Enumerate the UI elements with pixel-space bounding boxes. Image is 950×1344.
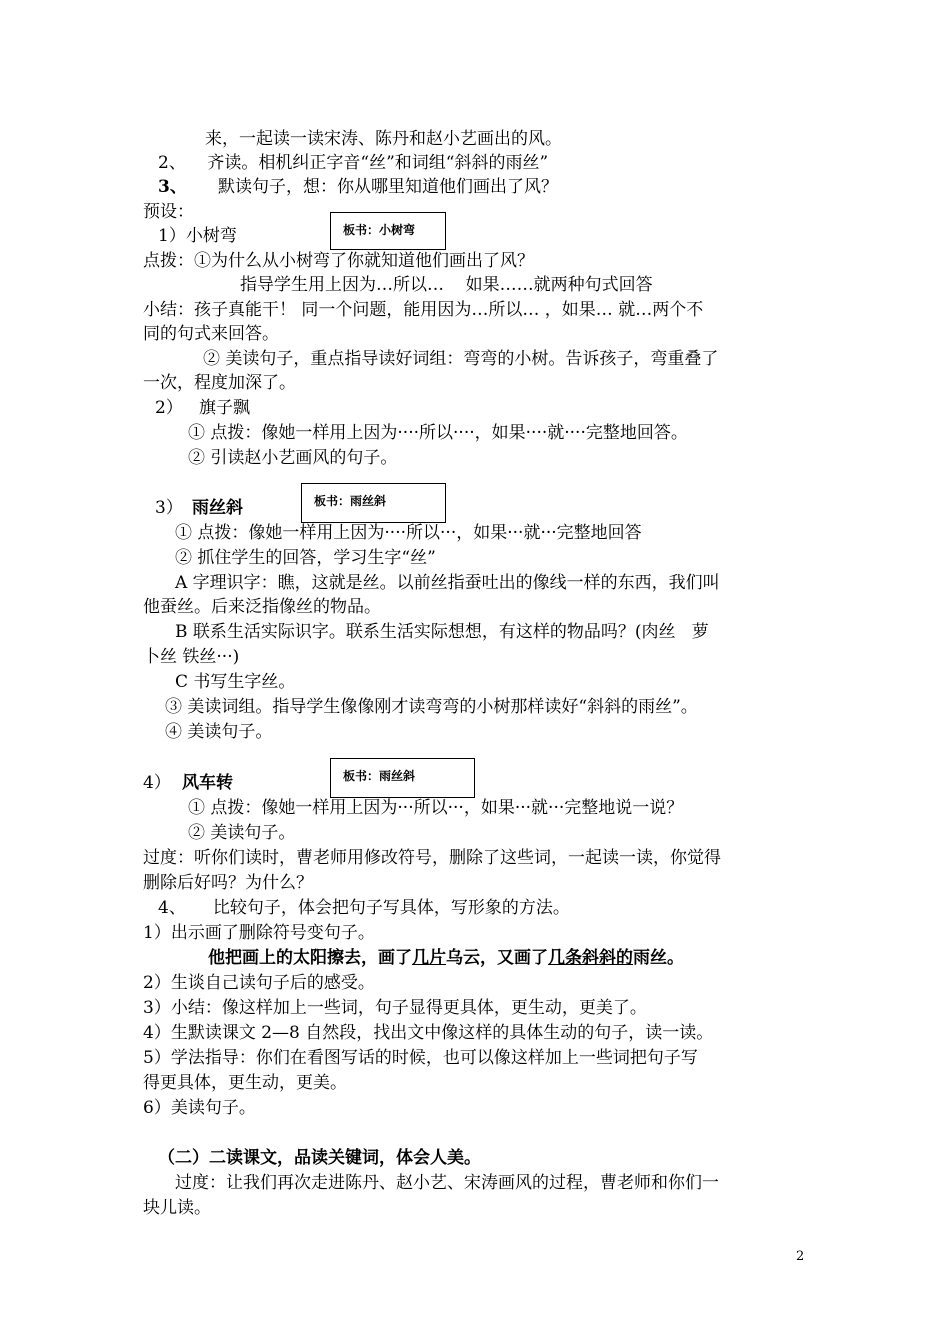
text-line: 过度：听你们读时，曹老师用修改符号，删除了这些词，一起读一读，你觉得 [143,848,721,868]
text-line: ① 点拨：像她一样用上因为···所以···，如果···就···完整地说一说？ [188,798,684,818]
text-line: 6）美读句子。 [143,1098,256,1118]
text-line: 预设： [143,202,194,222]
text-line: 4） [143,773,171,793]
blackboard-note-box [301,483,446,523]
text-line: 点拨：①为什么从小树弯了你就知道他们画出了风？ [143,251,534,271]
text-line: 2）生谈自己读句子后的感受。 [143,973,375,993]
text-line: 风车转 [182,773,233,793]
sentence-part: 雨丝。 [633,948,684,968]
text-line: 他蚕丝。后来泛指像丝的物品。 [143,597,381,617]
sentence-underlined-part: 几片 [412,948,446,968]
text-line: 3、 [158,177,187,197]
text-line: 块儿读。 [143,1198,211,1218]
section-heading: （二）二读课文，品读关键词，体会人美。 [158,1148,481,1168]
blackboard-note-box [330,212,446,250]
text-line: ① 点拨：像她一样用上因为····所以···，如果···就···完整地回答 [175,523,642,543]
example-sentence [208,947,684,969]
blackboard-note-box [330,758,475,798]
text-line: 卜丝 铁丝···) [143,647,240,667]
text-line: 3）小结：像这样加上一些词，句子显得更具体，更生动，更美了。 [143,998,647,1018]
blackboard-note-label: 板书：小树弯 [343,223,416,237]
text-line: 同的句式来回答。 [143,324,279,344]
text-line: ② 抓住学生的回答，学习生字“丝” [175,548,436,568]
text-line: 1）小树弯 [158,226,237,246]
text-line: 来，一起读一读宋涛、陈丹和赵小艺画出的风。 [205,129,562,149]
text-line: 1）出示画了删除符号变句子。 [143,923,375,943]
text-line: 2） 旗子飘 [155,398,251,418]
text-line: 2、 齐读。相机纠正字音“丝”和词组“斜斜的雨丝” [158,153,549,173]
text-line: 过度：让我们再次走进陈丹、赵小艺、宋涛画风的过程，曹老师和你们一 [175,1173,719,1193]
text-line: 删除后好吗？为什么？ [143,873,313,893]
blackboard-note-label: 板书：雨丝斜 [314,494,387,508]
text-line: 5）学法指导：你们在看图写话的时候，也可以像这样加上一些词把句子写 [143,1048,698,1068]
page-number: 2 [796,1249,805,1264]
text-line: B 联系生活实际识字。联系生活实际想想，有这样的物品吗？(肉丝 萝 [175,622,709,642]
text-line: 4、 比较句子，体会把句子写具体，写形象的方法。 [158,898,570,918]
sentence-part: 他把画上的太阳擦去，画了 [208,948,412,968]
text-line: 小结：孩子真能干！ 同一个问题，能用因为…所以… ，如果… 就…两个不 [143,300,704,320]
text-line: ③ 美读词组。指导学生像像刚才读弯弯的小树那样读好“斜斜的雨丝”。 [165,697,698,717]
text-line: 4）生默读课文 2—8 自然段，找出文中像这样的具体生动的句子，读一读。 [143,1023,714,1043]
text-line: ② 引读赵小艺画风的句子。 [188,448,398,468]
text-line: 默读句子，想：你从哪里知道他们画出了风？ [218,177,558,197]
text-line: 指导学生用上因为…所以… 如果……就两种句式回答 [240,275,653,295]
text-line: ④ 美读句子。 [165,722,273,742]
text-line: ② 美读句子，重点指导读好词组：弯弯的小树。告诉孩子，弯重叠了 [203,349,719,369]
text-line: ② 美读句子。 [188,823,296,843]
text-line: 雨丝斜 [192,498,243,518]
text-line: 3） [155,498,183,518]
sentence-underlined-part: 几条斜斜的 [548,948,633,968]
text-line: A 字理识字：瞧，这就是丝。以前丝指蚕吐出的像线一样的东西，我们叫 [175,573,720,593]
text-line: C 书写生字丝。 [175,672,296,692]
text-line: ① 点拨：像她一样用上因为····所以····，如果····就····完整地回答。 [188,423,688,443]
text-line: 得更具体，更生动，更美。 [143,1073,347,1093]
blackboard-note-label: 板书：雨丝斜 [343,769,416,783]
text-line: 一次，程度加深了。 [143,373,296,393]
sentence-part: 乌云，又画了 [446,948,548,968]
